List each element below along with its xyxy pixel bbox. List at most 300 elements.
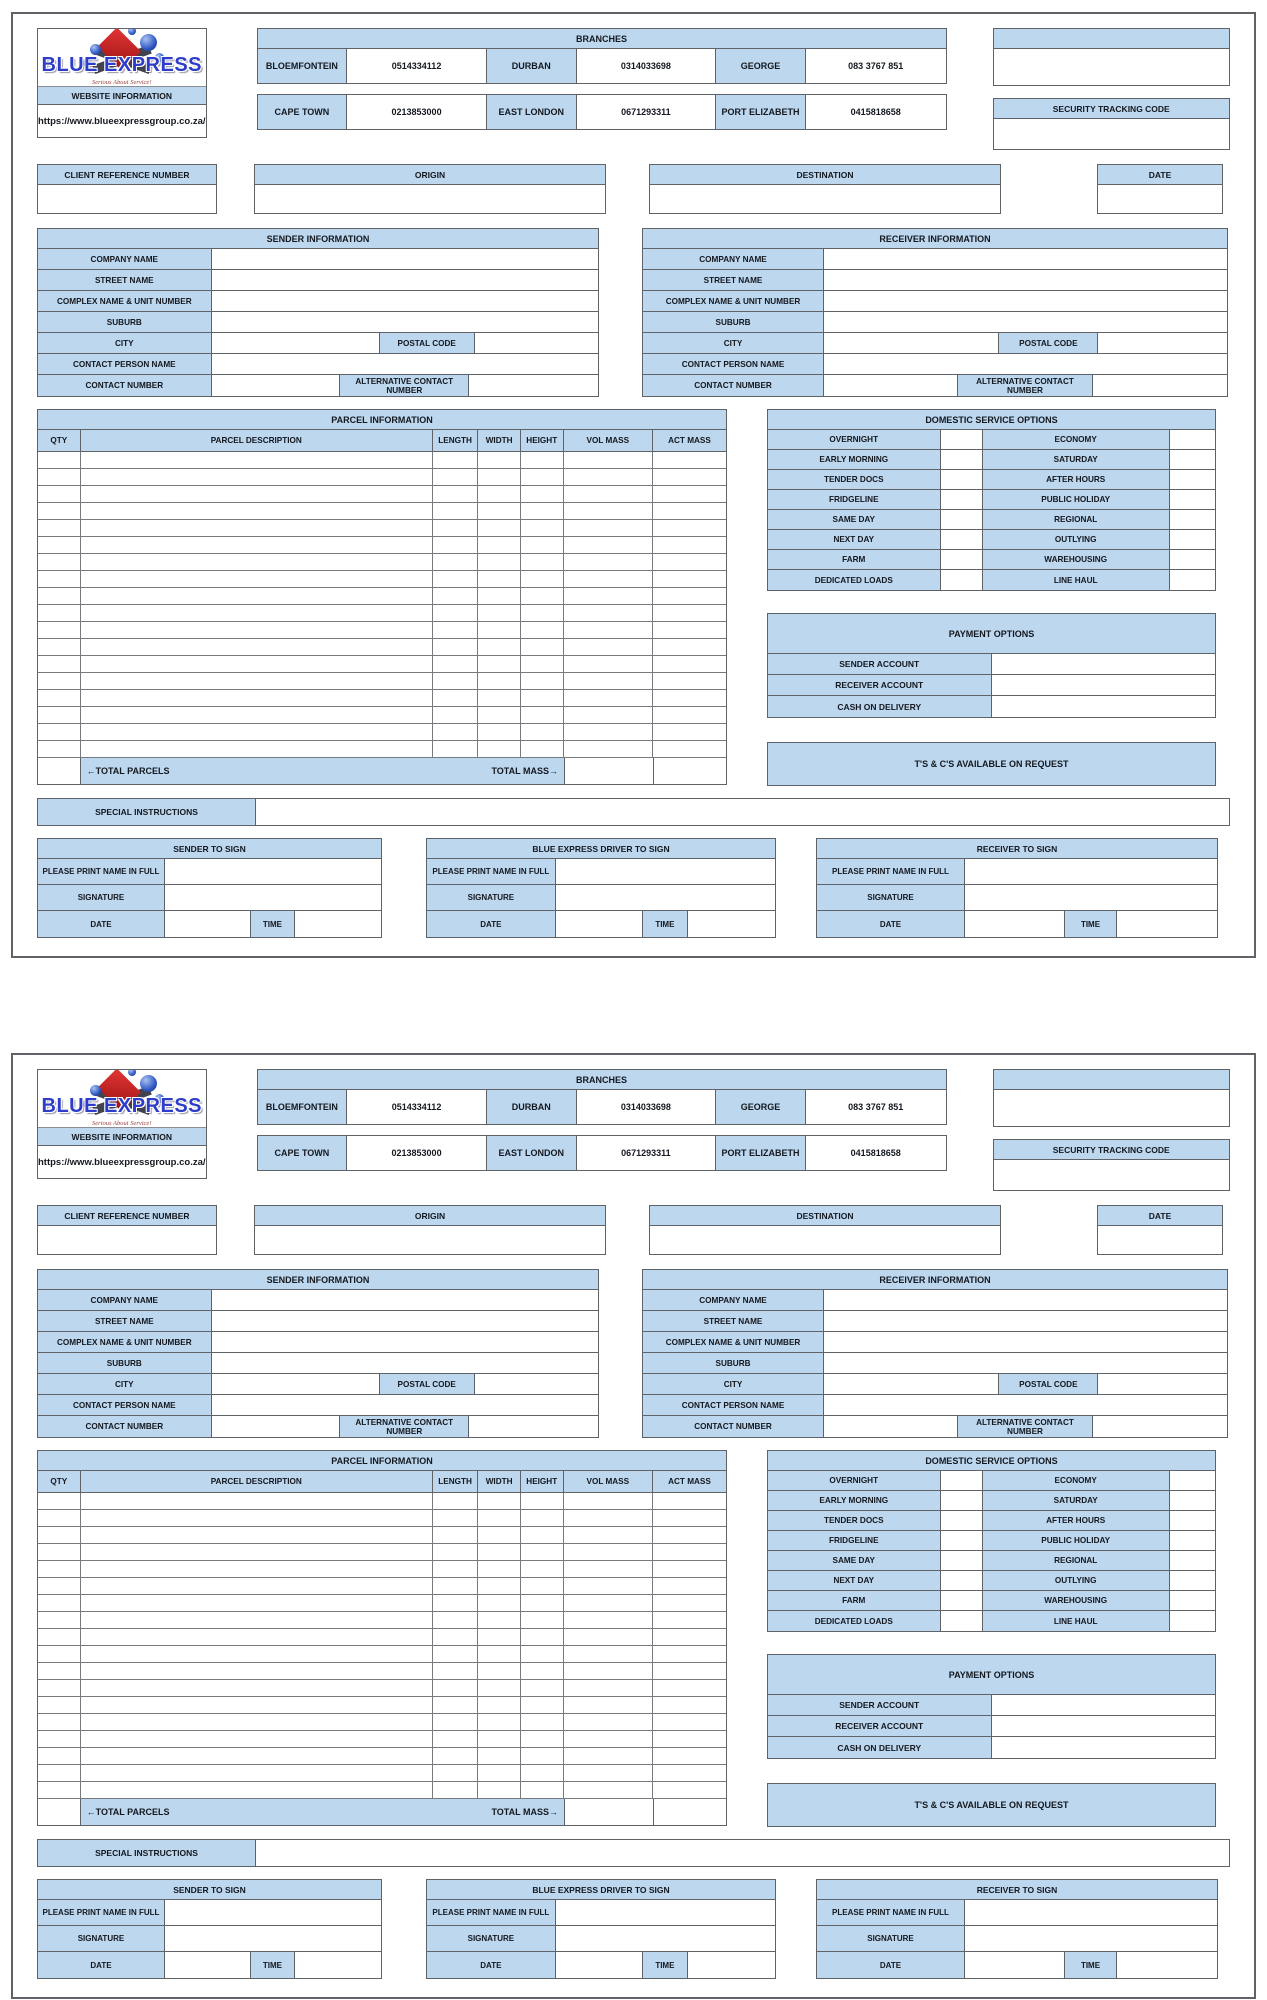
parcel-cell[interactable] — [478, 1697, 521, 1713]
sender-print-name-field[interactable] — [165, 1900, 381, 1925]
parcel-cell[interactable] — [81, 503, 433, 519]
parcel-cell[interactable] — [653, 520, 726, 536]
parcel-cell[interactable] — [81, 1782, 433, 1798]
parcel-cell[interactable] — [653, 1680, 726, 1696]
parcel-cell[interactable] — [38, 1748, 81, 1764]
total-act-mass-field[interactable] — [654, 1799, 726, 1825]
parcel-cell[interactable] — [433, 622, 478, 638]
parcel-cell[interactable] — [521, 1782, 564, 1798]
sender-signature-field[interactable] — [165, 885, 381, 910]
parcel-cell[interactable] — [653, 1714, 726, 1730]
parcel-cell[interactable] — [81, 1765, 433, 1781]
parcel-cell[interactable] — [564, 724, 653, 740]
parcel-cell[interactable] — [38, 469, 81, 485]
parcel-cell[interactable] — [478, 1510, 521, 1526]
parcel-cell[interactable] — [653, 469, 726, 485]
destination-field[interactable] — [650, 1226, 1000, 1254]
parcel-cell[interactable] — [564, 1646, 653, 1662]
parcel-cell[interactable] — [564, 1782, 653, 1798]
parcel-cell[interactable] — [653, 656, 726, 672]
parcel-cell[interactable] — [433, 1578, 478, 1594]
sender-time-field[interactable] — [295, 911, 381, 937]
service-option-checkbox[interactable] — [1170, 1491, 1215, 1510]
parcel-cell[interactable] — [521, 741, 564, 757]
receiver-suburb-field[interactable] — [824, 1353, 1227, 1373]
sender-signature-field[interactable] — [165, 1926, 381, 1951]
parcel-cell[interactable] — [433, 1663, 478, 1679]
parcel-cell[interactable] — [433, 673, 478, 689]
receiver-date-field[interactable] — [965, 911, 1065, 937]
payment-option-field[interactable] — [992, 696, 1216, 717]
parcel-cell[interactable] — [653, 1646, 726, 1662]
parcel-cell[interactable] — [433, 1748, 478, 1764]
sender-city-field[interactable] — [212, 333, 380, 353]
driver-print-name-field[interactable] — [556, 1900, 775, 1925]
receiver-company-name-field[interactable] — [824, 1290, 1227, 1310]
parcel-cell[interactable] — [433, 452, 478, 468]
parcel-cell[interactable] — [521, 724, 564, 740]
service-option-checkbox[interactable] — [1170, 1571, 1215, 1590]
service-option-checkbox[interactable] — [941, 1491, 983, 1510]
parcel-cell[interactable] — [521, 588, 564, 604]
parcel-cell[interactable] — [433, 724, 478, 740]
parcel-cell[interactable] — [564, 1510, 653, 1526]
service-option-checkbox[interactable] — [1170, 550, 1215, 569]
service-option-checkbox[interactable] — [941, 530, 983, 549]
service-option-checkbox[interactable] — [941, 1591, 983, 1610]
parcel-cell[interactable] — [38, 1765, 81, 1781]
parcel-cell[interactable] — [653, 1561, 726, 1577]
service-option-checkbox[interactable] — [941, 430, 983, 449]
parcel-cell[interactable] — [38, 1578, 81, 1594]
parcel-cell[interactable] — [433, 1731, 478, 1747]
payment-option-field[interactable] — [992, 1737, 1216, 1758]
waybill-number-field[interactable] — [994, 49, 1229, 85]
receiver-postal-code-field[interactable] — [1098, 333, 1227, 353]
parcel-cell[interactable] — [564, 1680, 653, 1696]
parcel-cell[interactable] — [38, 741, 81, 757]
parcel-cell[interactable] — [478, 1765, 521, 1781]
parcel-cell[interactable] — [564, 622, 653, 638]
parcel-cell[interactable] — [521, 1493, 564, 1509]
parcel-cell[interactable] — [81, 1748, 433, 1764]
parcel-cell[interactable] — [564, 571, 653, 587]
receiver-signature-field[interactable] — [965, 885, 1217, 910]
parcel-cell[interactable] — [81, 537, 433, 553]
receiver-city-field[interactable] — [824, 1374, 999, 1394]
parcel-cell[interactable] — [521, 622, 564, 638]
parcel-cell[interactable] — [38, 1697, 81, 1713]
parcel-cell[interactable] — [433, 469, 478, 485]
parcel-cell[interactable] — [478, 1629, 521, 1645]
payment-option-field[interactable] — [992, 1716, 1216, 1736]
parcel-cell[interactable] — [81, 1646, 433, 1662]
sender-date-field[interactable] — [165, 1952, 251, 1978]
parcel-cell[interactable] — [653, 639, 726, 655]
parcel-cell[interactable] — [521, 1646, 564, 1662]
parcel-cell[interactable] — [521, 1731, 564, 1747]
parcel-cell[interactable] — [521, 1561, 564, 1577]
parcel-cell[interactable] — [478, 1561, 521, 1577]
parcel-cell[interactable] — [38, 1646, 81, 1662]
receiver-company-name-field[interactable] — [824, 249, 1227, 269]
parcel-cell[interactable] — [521, 452, 564, 468]
total-vol-mass-field[interactable] — [565, 1799, 654, 1825]
service-option-checkbox[interactable] — [941, 510, 983, 529]
parcel-cell[interactable] — [478, 724, 521, 740]
parcel-cell[interactable] — [478, 486, 521, 502]
sender-street-name-field[interactable] — [212, 270, 598, 290]
service-option-checkbox[interactable] — [941, 1551, 983, 1570]
sender-suburb-field[interactable] — [212, 1353, 598, 1373]
parcel-cell[interactable] — [433, 503, 478, 519]
parcel-cell[interactable] — [433, 1697, 478, 1713]
parcel-cell[interactable] — [564, 1544, 653, 1560]
parcel-cell[interactable] — [521, 1765, 564, 1781]
parcel-cell[interactable] — [653, 1578, 726, 1594]
parcel-cell[interactable] — [478, 1748, 521, 1764]
parcel-cell[interactable] — [478, 503, 521, 519]
payment-option-field[interactable] — [992, 675, 1216, 695]
service-option-checkbox[interactable] — [1170, 1591, 1215, 1610]
receiver-complex-unit-field[interactable] — [824, 1332, 1227, 1352]
parcel-cell[interactable] — [478, 605, 521, 621]
parcel-cell[interactable] — [81, 1561, 433, 1577]
receiver-time-field[interactable] — [1117, 1952, 1217, 1978]
parcel-cell[interactable] — [653, 724, 726, 740]
parcel-cell[interactable] — [478, 707, 521, 723]
parcel-cell[interactable] — [521, 690, 564, 706]
parcel-cell[interactable] — [38, 707, 81, 723]
total-act-mass-field[interactable] — [654, 758, 726, 784]
parcel-cell[interactable] — [81, 622, 433, 638]
parcel-cell[interactable] — [478, 520, 521, 536]
parcel-cell[interactable] — [521, 1578, 564, 1594]
parcel-cell[interactable] — [653, 1629, 726, 1645]
parcel-cell[interactable] — [478, 452, 521, 468]
parcel-cell[interactable] — [564, 452, 653, 468]
parcel-cell[interactable] — [653, 1697, 726, 1713]
parcel-cell[interactable] — [81, 1714, 433, 1730]
parcel-cell[interactable] — [433, 1544, 478, 1560]
service-option-checkbox[interactable] — [941, 1471, 983, 1490]
parcel-cell[interactable] — [38, 1680, 81, 1696]
date-field[interactable] — [1098, 185, 1222, 213]
parcel-cell[interactable] — [433, 1510, 478, 1526]
parcel-cell[interactable] — [433, 520, 478, 536]
parcel-cell[interactable] — [521, 1629, 564, 1645]
sender-street-name-field[interactable] — [212, 1311, 598, 1331]
parcel-cell[interactable] — [478, 1595, 521, 1611]
sender-postal-code-field[interactable] — [475, 1374, 598, 1394]
receiver-contact-person-field[interactable] — [824, 1395, 1227, 1415]
service-option-checkbox[interactable] — [941, 550, 983, 569]
totals-qty-cell[interactable] — [38, 1799, 81, 1825]
parcel-cell[interactable] — [653, 588, 726, 604]
receiver-street-name-field[interactable] — [824, 1311, 1227, 1331]
sender-complex-unit-field[interactable] — [212, 291, 598, 311]
parcel-cell[interactable] — [478, 656, 521, 672]
service-option-checkbox[interactable] — [941, 1531, 983, 1550]
parcel-cell[interactable] — [564, 1663, 653, 1679]
parcel-cell[interactable] — [564, 673, 653, 689]
parcel-cell[interactable] — [478, 1646, 521, 1662]
parcel-cell[interactable] — [653, 1544, 726, 1560]
parcel-cell[interactable] — [478, 554, 521, 570]
parcel-cell[interactable] — [433, 1612, 478, 1628]
service-option-checkbox[interactable] — [941, 490, 983, 509]
service-option-checkbox[interactable] — [1170, 450, 1215, 469]
website-url[interactable]: https://www.blueexpressgroup.co.za/ — [38, 115, 206, 127]
parcel-cell[interactable] — [433, 486, 478, 502]
parcel-cell[interactable] — [81, 1493, 433, 1509]
parcel-cell[interactable] — [81, 707, 433, 723]
parcel-cell[interactable] — [38, 639, 81, 655]
parcel-cell[interactable] — [478, 1493, 521, 1509]
parcel-cell[interactable] — [433, 571, 478, 587]
destination-field[interactable] — [650, 185, 1000, 213]
receiver-date-field[interactable] — [965, 1952, 1065, 1978]
parcel-cell[interactable] — [653, 1748, 726, 1764]
parcel-cell[interactable] — [521, 1544, 564, 1560]
parcel-cell[interactable] — [564, 707, 653, 723]
parcel-cell[interactable] — [653, 673, 726, 689]
receiver-suburb-field[interactable] — [824, 312, 1227, 332]
parcel-cell[interactable] — [521, 486, 564, 502]
parcel-cell[interactable] — [38, 1544, 81, 1560]
parcel-cell[interactable] — [521, 571, 564, 587]
parcel-cell[interactable] — [521, 639, 564, 655]
parcel-cell[interactable] — [81, 1663, 433, 1679]
parcel-cell[interactable] — [521, 520, 564, 536]
parcel-cell[interactable] — [81, 452, 433, 468]
parcel-cell[interactable] — [653, 1595, 726, 1611]
receiver-signature-field[interactable] — [965, 1926, 1217, 1951]
parcel-cell[interactable] — [38, 537, 81, 553]
parcel-cell[interactable] — [81, 520, 433, 536]
parcel-cell[interactable] — [38, 673, 81, 689]
parcel-cell[interactable] — [653, 537, 726, 553]
parcel-cell[interactable] — [38, 1510, 81, 1526]
parcel-cell[interactable] — [38, 1663, 81, 1679]
parcel-cell[interactable] — [653, 1612, 726, 1628]
parcel-cell[interactable] — [564, 469, 653, 485]
parcel-cell[interactable] — [521, 503, 564, 519]
parcel-cell[interactable] — [564, 1612, 653, 1628]
parcel-cell[interactable] — [38, 690, 81, 706]
waybill-number-field[interactable] — [994, 1090, 1229, 1126]
receiver-complex-unit-field[interactable] — [824, 291, 1227, 311]
parcel-cell[interactable] — [521, 1748, 564, 1764]
parcel-cell[interactable] — [433, 639, 478, 655]
parcel-cell[interactable] — [564, 486, 653, 502]
driver-time-field[interactable] — [688, 911, 775, 937]
driver-date-field[interactable] — [556, 1952, 643, 1978]
driver-date-field[interactable] — [556, 911, 643, 937]
parcel-cell[interactable] — [433, 1765, 478, 1781]
parcel-cell[interactable] — [478, 639, 521, 655]
parcel-cell[interactable] — [521, 656, 564, 672]
sender-postal-code-field[interactable] — [475, 333, 598, 353]
parcel-cell[interactable] — [433, 1629, 478, 1645]
parcel-cell[interactable] — [38, 1612, 81, 1628]
parcel-cell[interactable] — [564, 537, 653, 553]
service-option-checkbox[interactable] — [1170, 1611, 1215, 1631]
parcel-cell[interactable] — [81, 605, 433, 621]
sender-contact-number-field[interactable] — [212, 375, 341, 396]
parcel-cell[interactable] — [478, 1527, 521, 1543]
receiver-postal-code-field[interactable] — [1098, 1374, 1227, 1394]
parcel-cell[interactable] — [564, 741, 653, 757]
parcel-cell[interactable] — [478, 1714, 521, 1730]
parcel-cell[interactable] — [81, 656, 433, 672]
parcel-cell[interactable] — [433, 605, 478, 621]
parcel-cell[interactable] — [653, 1731, 726, 1747]
parcel-cell[interactable] — [38, 588, 81, 604]
parcel-cell[interactable] — [478, 1663, 521, 1679]
parcel-cell[interactable] — [478, 1782, 521, 1798]
parcel-cell[interactable] — [521, 1697, 564, 1713]
parcel-cell[interactable] — [653, 707, 726, 723]
parcel-cell[interactable] — [478, 588, 521, 604]
parcel-cell[interactable] — [653, 452, 726, 468]
parcel-cell[interactable] — [653, 1782, 726, 1798]
parcel-cell[interactable] — [81, 741, 433, 757]
parcel-cell[interactable] — [433, 1493, 478, 1509]
parcel-cell[interactable] — [38, 452, 81, 468]
parcel-cell[interactable] — [38, 1595, 81, 1611]
parcel-cell[interactable] — [81, 469, 433, 485]
parcel-cell[interactable] — [433, 656, 478, 672]
parcel-cell[interactable] — [81, 1697, 433, 1713]
parcel-cell[interactable] — [433, 1714, 478, 1730]
receiver-contact-person-field[interactable] — [824, 354, 1227, 374]
parcel-cell[interactable] — [81, 1595, 433, 1611]
special-instructions-field[interactable] — [256, 1840, 1229, 1866]
parcel-cell[interactable] — [564, 656, 653, 672]
parcel-cell[interactable] — [478, 1680, 521, 1696]
parcel-cell[interactable] — [564, 1493, 653, 1509]
service-option-checkbox[interactable] — [1170, 1531, 1215, 1550]
parcel-cell[interactable] — [564, 1561, 653, 1577]
payment-option-field[interactable] — [992, 654, 1216, 674]
receiver-street-name-field[interactable] — [824, 270, 1227, 290]
client-reference-field[interactable] — [38, 1226, 216, 1254]
parcel-cell[interactable] — [81, 554, 433, 570]
service-option-checkbox[interactable] — [1170, 1471, 1215, 1490]
parcel-cell[interactable] — [521, 1510, 564, 1526]
parcel-cell[interactable] — [38, 1731, 81, 1747]
parcel-cell[interactable] — [433, 1595, 478, 1611]
parcel-cell[interactable] — [81, 588, 433, 604]
service-option-checkbox[interactable] — [941, 1511, 983, 1530]
parcel-cell[interactable] — [38, 1714, 81, 1730]
parcel-cell[interactable] — [564, 1714, 653, 1730]
receiver-time-field[interactable] — [1117, 911, 1217, 937]
parcel-cell[interactable] — [521, 673, 564, 689]
parcel-cell[interactable] — [38, 486, 81, 502]
parcel-cell[interactable] — [478, 1578, 521, 1594]
client-reference-field[interactable] — [38, 185, 216, 213]
service-option-checkbox[interactable] — [1170, 470, 1215, 489]
parcel-cell[interactable] — [564, 520, 653, 536]
parcel-cell[interactable] — [81, 1629, 433, 1645]
parcel-cell[interactable] — [521, 1714, 564, 1730]
parcel-cell[interactable] — [521, 1527, 564, 1543]
parcel-cell[interactable] — [564, 503, 653, 519]
parcel-cell[interactable] — [653, 741, 726, 757]
parcel-cell[interactable] — [478, 537, 521, 553]
service-option-checkbox[interactable] — [1170, 530, 1215, 549]
parcel-cell[interactable] — [478, 690, 521, 706]
parcel-cell[interactable] — [653, 571, 726, 587]
parcel-cell[interactable] — [564, 1697, 653, 1713]
parcel-cell[interactable] — [564, 690, 653, 706]
parcel-cell[interactable] — [653, 1765, 726, 1781]
parcel-cell[interactable] — [433, 1527, 478, 1543]
parcel-cell[interactable] — [38, 503, 81, 519]
parcel-cell[interactable] — [521, 605, 564, 621]
parcel-cell[interactable] — [521, 554, 564, 570]
receiver-alt-contact-number-field[interactable] — [1093, 1416, 1227, 1437]
parcel-cell[interactable] — [38, 1527, 81, 1543]
parcel-cell[interactable] — [81, 571, 433, 587]
parcel-cell[interactable] — [38, 1561, 81, 1577]
parcel-cell[interactable] — [81, 1578, 433, 1594]
sender-suburb-field[interactable] — [212, 312, 598, 332]
service-option-checkbox[interactable] — [1170, 1511, 1215, 1530]
parcel-cell[interactable] — [564, 1595, 653, 1611]
service-option-checkbox[interactable] — [1170, 570, 1215, 590]
parcel-cell[interactable] — [38, 605, 81, 621]
sender-contact-person-field[interactable] — [212, 1395, 598, 1415]
parcel-cell[interactable] — [521, 469, 564, 485]
service-option-checkbox[interactable] — [1170, 490, 1215, 509]
parcel-cell[interactable] — [564, 1527, 653, 1543]
parcel-cell[interactable] — [433, 554, 478, 570]
sender-alt-contact-number-field[interactable] — [469, 375, 598, 396]
parcel-cell[interactable] — [653, 1493, 726, 1509]
parcel-cell[interactable] — [564, 1629, 653, 1645]
parcel-cell[interactable] — [38, 1493, 81, 1509]
parcel-cell[interactable] — [433, 1646, 478, 1662]
parcel-cell[interactable] — [38, 571, 81, 587]
parcel-cell[interactable] — [478, 673, 521, 689]
parcel-cell[interactable] — [38, 1782, 81, 1798]
parcel-cell[interactable] — [653, 503, 726, 519]
service-option-checkbox[interactable] — [1170, 1551, 1215, 1570]
parcel-cell[interactable] — [521, 1595, 564, 1611]
receiver-contact-number-field[interactable] — [824, 375, 958, 396]
parcel-cell[interactable] — [81, 1527, 433, 1543]
origin-field[interactable] — [255, 185, 605, 213]
parcel-cell[interactable] — [564, 588, 653, 604]
parcel-cell[interactable] — [38, 656, 81, 672]
driver-time-field[interactable] — [688, 1952, 775, 1978]
parcel-cell[interactable] — [38, 554, 81, 570]
receiver-city-field[interactable] — [824, 333, 999, 353]
sender-complex-unit-field[interactable] — [212, 1332, 598, 1352]
sender-company-name-field[interactable] — [212, 249, 598, 269]
parcel-cell[interactable] — [521, 1680, 564, 1696]
parcel-cell[interactable] — [653, 554, 726, 570]
driver-signature-field[interactable] — [556, 1926, 775, 1951]
service-option-checkbox[interactable] — [941, 470, 983, 489]
parcel-cell[interactable] — [564, 639, 653, 655]
service-option-checkbox[interactable] — [941, 1571, 983, 1590]
parcel-cell[interactable] — [433, 1782, 478, 1798]
parcel-cell[interactable] — [564, 1765, 653, 1781]
